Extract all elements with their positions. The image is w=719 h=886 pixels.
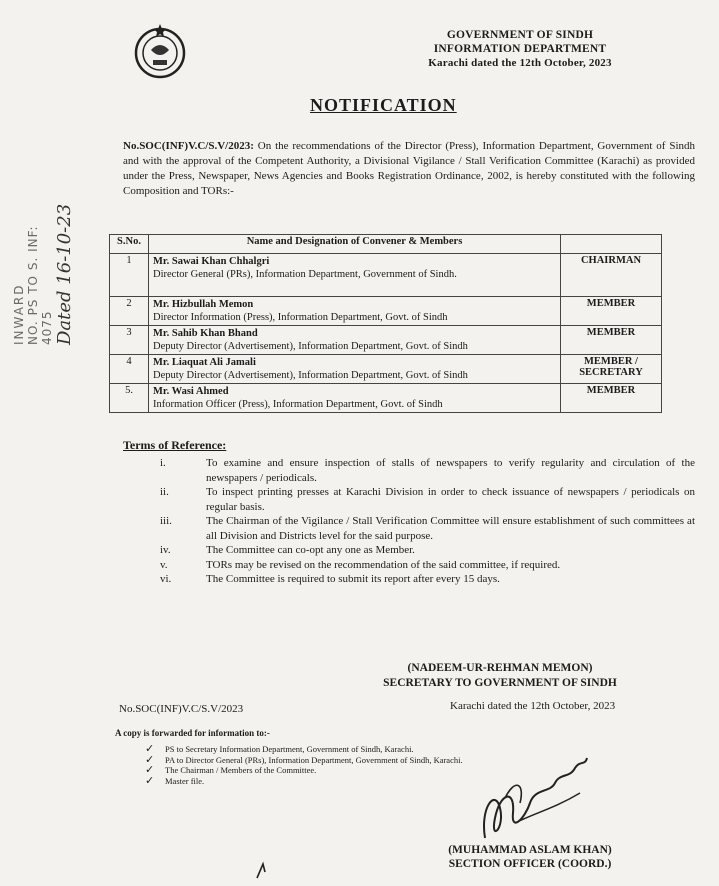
letterhead-government: GOVERNMENT OF SINDH: [446, 29, 594, 41]
secretary-name: (NADEEM-UR-REHMAN MEMON): [407, 662, 593, 674]
tor-text: The Committee is required to submit its report after every 15 days.: [206, 573, 500, 585]
tor-text: TORs may be revised on the recommendation of the said committee, if required.: [206, 558, 561, 571]
table-row: [110, 384, 662, 413]
check-icon: ✓: [145, 742, 155, 755]
member-role: MEMBER: [561, 297, 662, 326]
tor-number: iii.: [160, 515, 172, 527]
pen-mark-icon: [255, 860, 269, 880]
header-name-designation: Name and Designation of Convener & Members: [149, 235, 561, 254]
footer-reference: No.SOC(INF)V.C/S.V/2023: [119, 703, 244, 715]
inward-stamp: [12, 195, 75, 345]
copy-recipient: PA to Director General (PRs), Information Department, Government of Sindh, Karachi.: [165, 754, 463, 765]
row-member: [149, 326, 561, 355]
secretary-signature-block: [350, 661, 650, 691]
member-designation: Director Information (Press), Information Department, Govt. of Sindh: [153, 312, 448, 323]
member-role: MEMBER / SECRETARY: [561, 355, 662, 384]
section-officer-title: SECTION OFFICER (COORD.): [448, 858, 612, 870]
member-role: MEMBER: [561, 326, 662, 355]
list-item: [160, 543, 695, 558]
tor-number: i.: [160, 457, 166, 469]
list-item: [160, 558, 695, 573]
member-role: MEMBER: [561, 384, 662, 413]
row-member: [149, 384, 561, 413]
tor-heading: Terms of Reference:: [123, 438, 227, 452]
section-officer-signature-block: [425, 843, 635, 871]
tor-number: v.: [160, 558, 168, 571]
table-row: [110, 326, 662, 355]
row-sno: 2: [110, 297, 149, 326]
row-sno: 5.: [110, 384, 149, 413]
handwritten-signature-icon: [455, 748, 595, 848]
list-item: [160, 456, 695, 485]
section-officer-name: (MUHAMMAD ASLAM KHAN): [448, 844, 612, 856]
tor-number: iv.: [160, 544, 171, 556]
member-name: Mr. Wasi Ahmed: [153, 386, 229, 397]
row-member: [149, 355, 561, 384]
page-title: NOTIFICATION: [310, 95, 457, 115]
header-role: [561, 235, 662, 254]
intro-reference: No.SOC(INF)V.C/S.V/2023:: [123, 140, 254, 152]
copy-recipient: The Chairman / Members of the Committee.: [165, 765, 317, 775]
stamp-date: Dated 16-10-23: [54, 203, 75, 345]
check-icon: ✓: [145, 752, 155, 766]
tor-number: ii.: [160, 486, 169, 498]
member-designation: Deputy Director (Advertisement), Information Department, Govt. of Sindh: [153, 370, 468, 381]
list-item: [145, 752, 463, 766]
letterhead-department: INFORMATION DEPARTMENT: [433, 43, 607, 55]
list-item: [160, 485, 695, 514]
intro-paragraph: [123, 139, 695, 199]
footer-date: Karachi dated the 12th October, 2023: [450, 700, 616, 712]
copy-heading: A copy is forwarded for information to:-: [115, 728, 270, 738]
members-table: [109, 234, 662, 413]
letterhead-date: Karachi dated the 12th October, 2023: [428, 57, 612, 69]
member-role: CHAIRMAN: [561, 254, 662, 297]
row-sno: 4: [110, 355, 149, 384]
member-designation: Deputy Director (Advertisement), Information Department, Govt. of Sindh: [153, 341, 468, 352]
member-name: Mr. Liaquat Ali Jamali: [153, 357, 256, 368]
table-row: [110, 297, 662, 326]
tor-text: To examine and ensure inspection of stalls of newspapers to verify regularity and circulation of the newspapers / periodicals.: [206, 457, 695, 484]
member-name: Mr. Sawai Khan Chhalgri: [153, 256, 270, 267]
stamp-inward: INWARD: [12, 283, 26, 345]
table-row: [110, 254, 662, 297]
list-item: [160, 514, 695, 543]
tor-text: To inspect printing presses at Karachi Division in order to check issuance of newspapers / periodicals on regular basis.: [206, 486, 695, 513]
list-item: [145, 742, 463, 755]
check-icon: ✓: [145, 773, 155, 787]
intro-body: On the recommendations of the Director (Press), Information Department, Government of Sindh and with the approval of the Competent Authority, a Divisional Vigilance / Stall Verification Committee (Karachi) as provided under the Press, Newspaper, News Agencies and Books Registration Ordinance, 2002, is hereby constituted with the following Composition and TORs:-: [123, 140, 695, 197]
member-name: Mr. Sahib Khan Bhand: [153, 328, 258, 339]
tor-text: The Committee can co-opt any one as Member.: [206, 544, 415, 556]
table-row: [110, 355, 662, 384]
copy-recipient: PS to Secretary Information Department, Government of Sindh, Karachi.: [165, 744, 414, 754]
table-header-row: [110, 235, 662, 254]
list-item: [160, 572, 695, 587]
letterhead: [400, 28, 640, 70]
check-icon: ✓: [145, 763, 155, 776]
copy-list: [145, 742, 463, 787]
row-sno: 1: [110, 254, 149, 297]
list-item: [145, 763, 463, 776]
member-designation: Director General (PRs), Information Department, Government of Sindh.: [153, 269, 457, 280]
member-designation: Information Officer (Press), Information Department, Govt. of Sindh: [153, 399, 443, 410]
stamp-number: NO. PS TO S. INF: 4075: [26, 225, 54, 345]
government-seal-icon: [131, 22, 189, 80]
header-sno: S.No.: [110, 235, 149, 254]
member-name: Mr. Hizbullah Memon: [153, 299, 254, 310]
copy-recipient: Master file.: [165, 775, 205, 786]
row-member: [149, 297, 561, 326]
row-sno: 3: [110, 326, 149, 355]
secretary-title: SECRETARY TO GOVERNMENT OF SINDH: [383, 677, 617, 689]
tor-text: The Chairman of the Vigilance / Stall Verification Committee will ensure establishment of such committees at all Division and Districts level for the said purpose.: [206, 515, 695, 542]
row-member: [149, 254, 561, 297]
list-item: [145, 773, 463, 787]
tor-list: [160, 456, 695, 587]
tor-number: vi.: [160, 573, 172, 585]
